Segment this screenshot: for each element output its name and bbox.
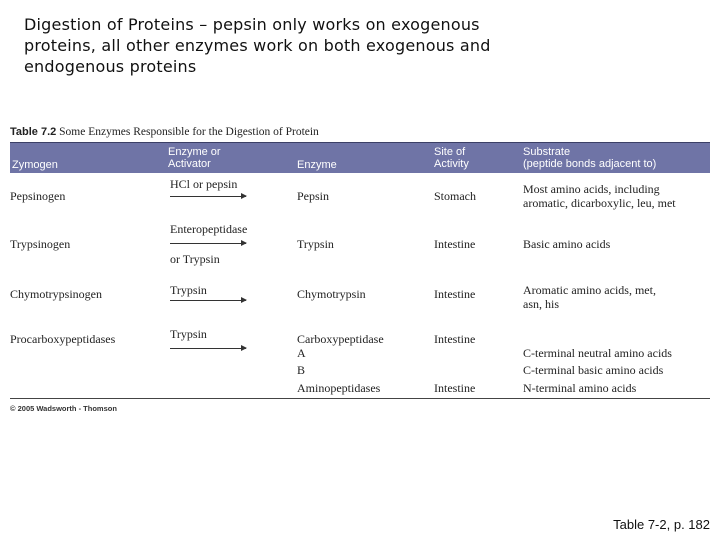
zymogen-cell: Procarboxypeptidases xyxy=(10,332,116,346)
table-caption xyxy=(10,126,319,138)
header-zymogen: Zymogen xyxy=(12,159,58,171)
substrate-a-cell: C-terminal neutral amino acids xyxy=(523,346,672,360)
enzyme-cell: Carboxypeptidase xyxy=(297,332,384,346)
substrate-cell: Most amino acids, including aromatic, dicarboxylic, leu, met xyxy=(523,182,676,210)
activation-arrow xyxy=(170,348,246,349)
site-cell: Stomach xyxy=(434,189,476,203)
site-cell: Intestine xyxy=(434,381,476,395)
slide-title: Digestion of Proteins – pepsin only works on exogenous proteins, all other enzymes work on both exogenous and endogenous proteins xyxy=(24,15,491,76)
zymogen-cell: Pepsinogen xyxy=(10,189,66,203)
table-label: Table 7.2 xyxy=(10,126,57,138)
substrate-b-cell: C-terminal basic amino acids xyxy=(523,363,664,377)
site-cell: Intestine xyxy=(434,287,476,301)
activation-arrow xyxy=(170,243,246,244)
slide-reference: Table 7-2, p. 182 xyxy=(613,517,710,532)
header-substrate: Substrate (peptide bonds adjacent to) xyxy=(523,146,657,170)
zymogen-cell: Chymotrypsinogen xyxy=(10,287,102,301)
enzyme-cell: Chymotrypsin xyxy=(297,287,366,301)
activator-cell: Trypsin xyxy=(170,283,207,297)
substrate-cell: N-terminal amino acids xyxy=(523,381,637,395)
zymogen-cell: Trypsinogen xyxy=(10,237,71,251)
enzyme-b-cell: B xyxy=(297,363,306,377)
table-caption-text: Some Enzymes Responsible for the Digestion of Protein xyxy=(59,126,319,138)
header-site: Site of Activity xyxy=(434,146,469,170)
activator-cell: Enteropeptidase xyxy=(170,222,248,236)
substrate-cell: Basic amino acids xyxy=(523,237,611,251)
enzyme-cell: Aminopeptidases xyxy=(297,381,381,395)
header-enzyme: Enzyme xyxy=(297,159,337,171)
activator-cell: HCl or pepsin xyxy=(170,177,238,191)
substrate-cell: Aromatic amino acids, met, asn, his xyxy=(523,283,656,311)
header-activator: Enzyme or Activator xyxy=(168,146,221,170)
activation-arrow xyxy=(170,196,246,197)
enzyme-cell: Trypsin xyxy=(297,237,334,251)
copyright-notice: © 2005 Wadsworth - Thomson xyxy=(10,404,117,413)
enzyme-a-cell: A xyxy=(297,346,306,360)
table-header xyxy=(10,142,710,173)
activator-cell: Trypsin xyxy=(170,327,207,341)
table-bottom-rule xyxy=(10,398,710,399)
site-cell: Intestine xyxy=(434,332,476,346)
activator-extra-cell: or Trypsin xyxy=(170,252,220,266)
site-cell: Intestine xyxy=(434,237,476,251)
activation-arrow xyxy=(170,300,246,301)
enzyme-cell: Pepsin xyxy=(297,189,330,203)
